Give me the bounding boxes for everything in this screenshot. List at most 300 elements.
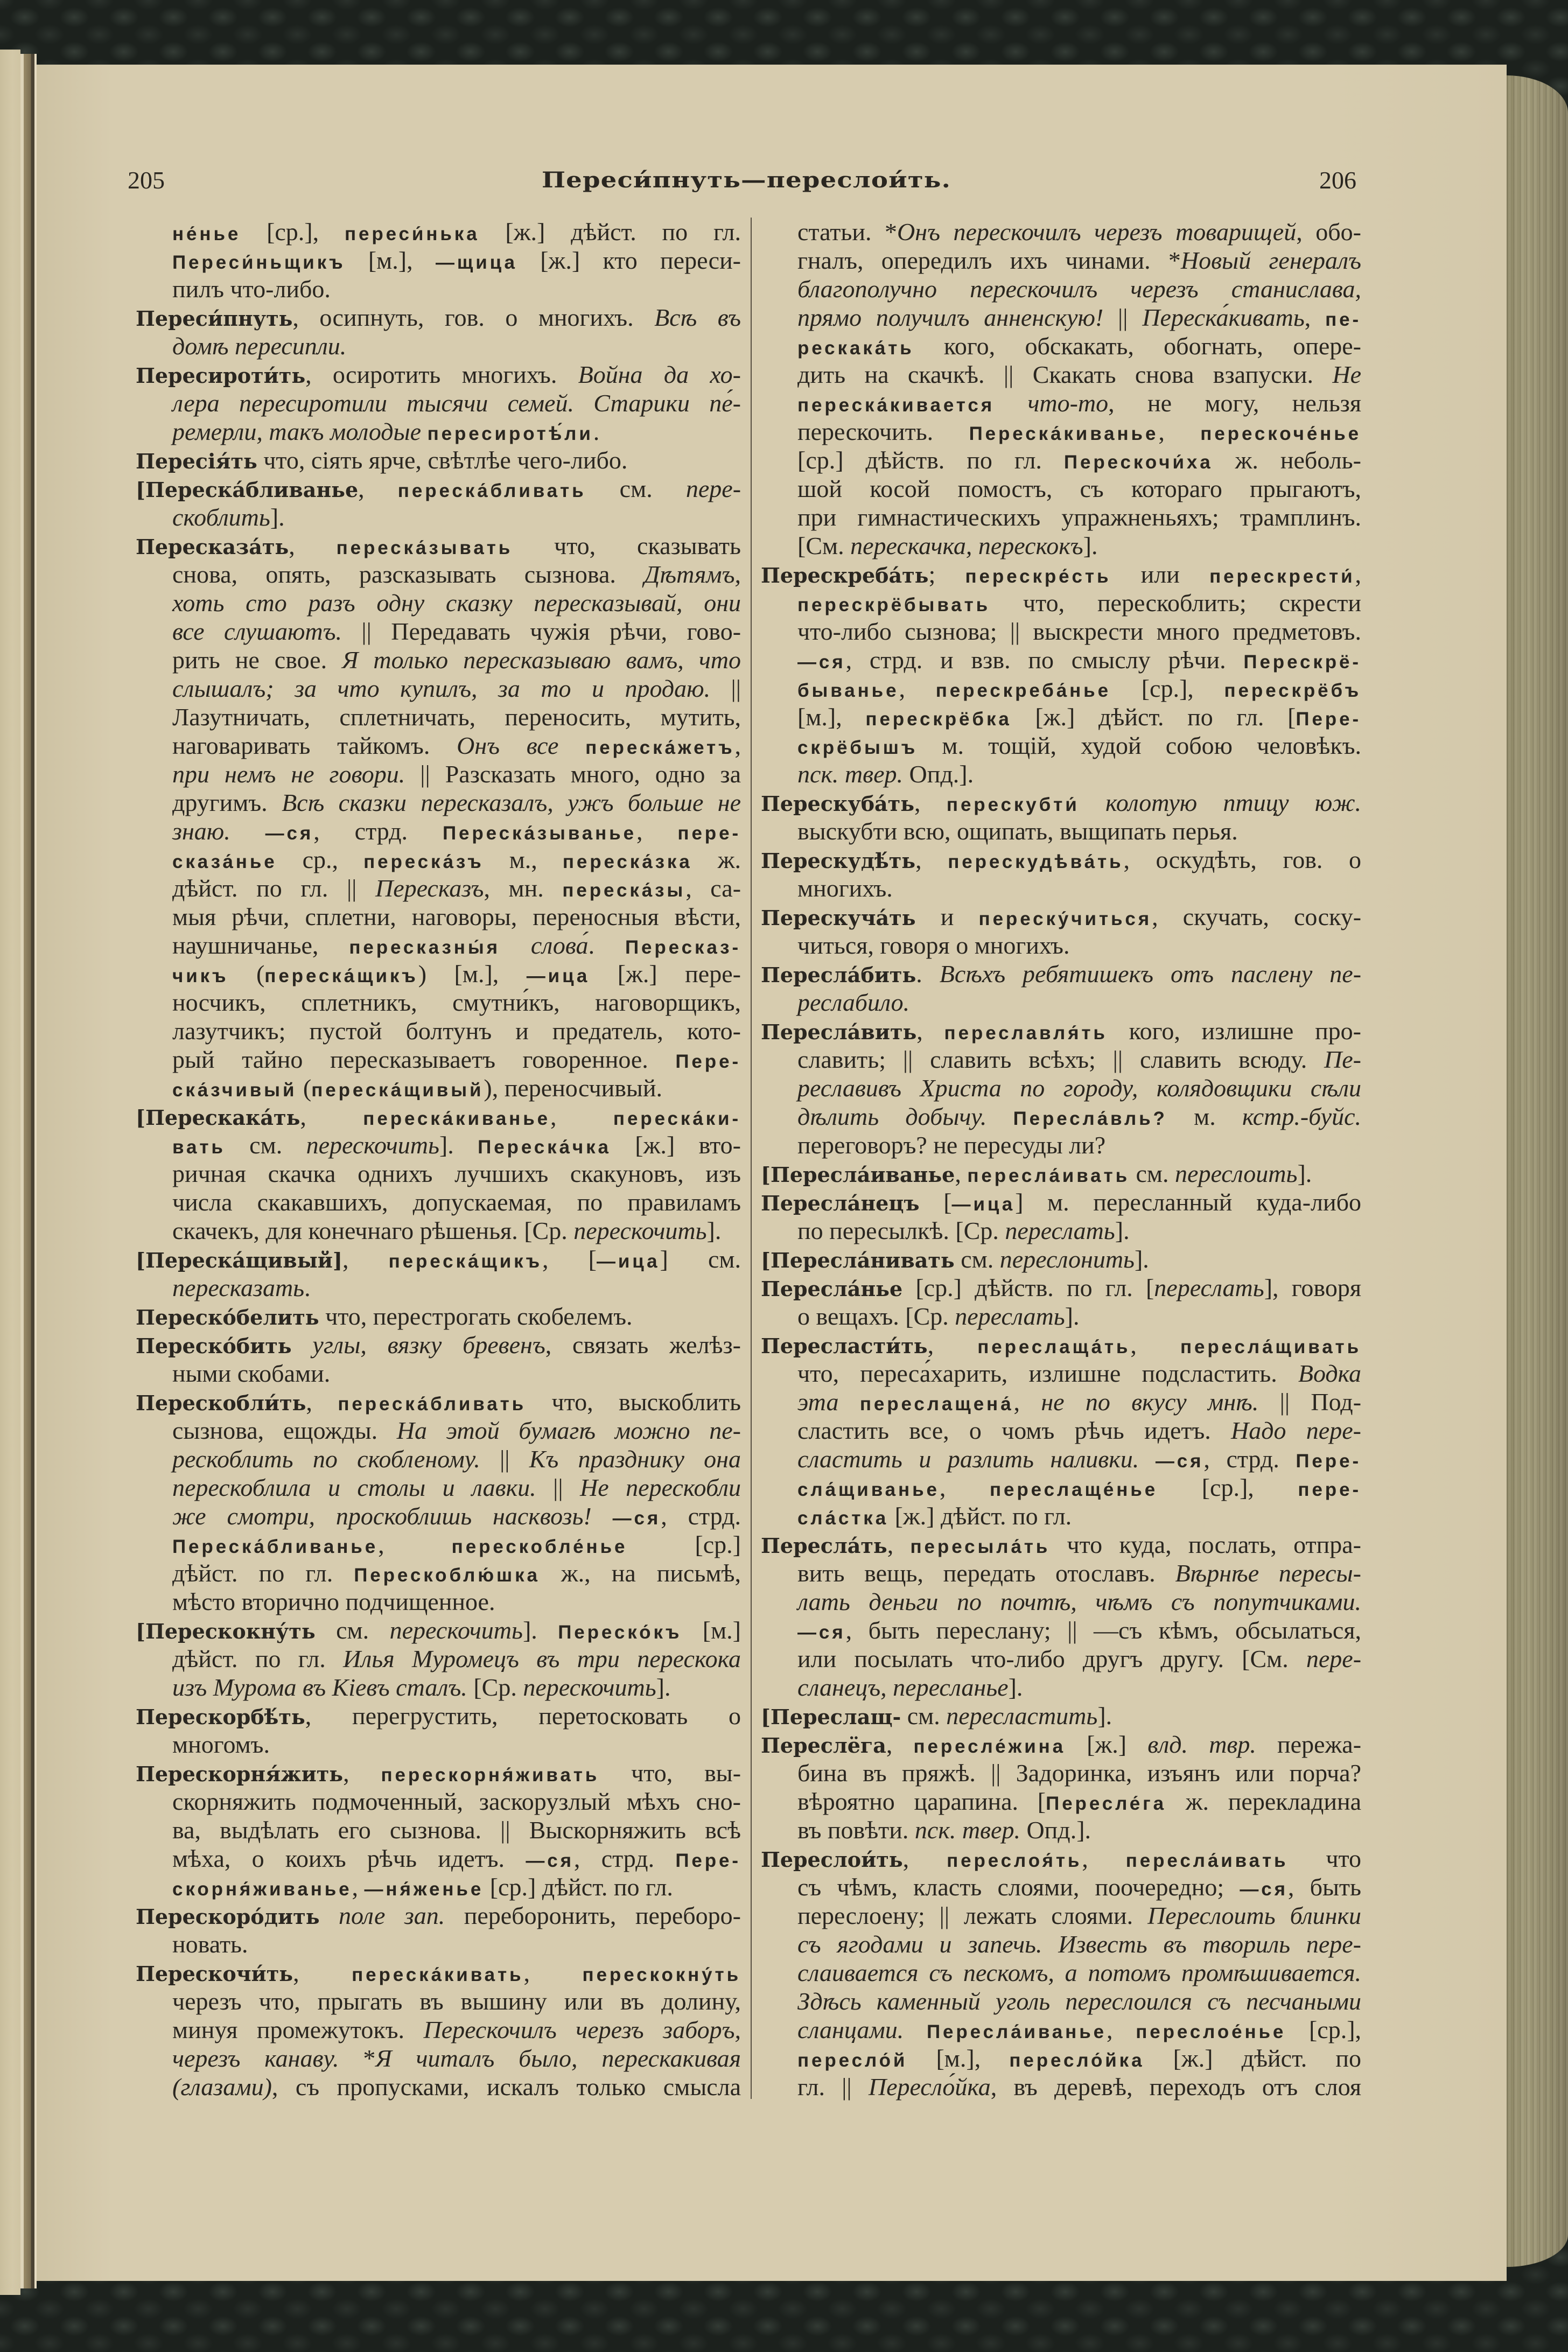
- definition-text: что, переса́харить, излишне подсластить.: [797, 1360, 1298, 1387]
- derived-form: переска́жетъ: [585, 737, 735, 758]
- definition-text: ,: [914, 789, 947, 816]
- example-text: На этой бумагѣ можно пе-: [396, 1417, 741, 1444]
- example-text: перескочить: [523, 1674, 656, 1701]
- text-line: [797, 2015, 1361, 2044]
- headword: [Пересла́иванье: [761, 1163, 955, 1187]
- definition-text: ,: [1082, 1845, 1126, 1872]
- definition-text: , осипнуть, гов. о многихъ.: [292, 304, 655, 331]
- dictionary-entry: [761, 1273, 1361, 1331]
- headword: Перескочи́ть: [136, 1962, 293, 1986]
- definition-text: [м.],: [345, 247, 436, 274]
- text-line: [761, 1245, 1361, 1273]
- definition-text: съ чѣмъ, класть слоями, поочередно;: [797, 1873, 1240, 1901]
- definition-text: переслоену; || лежать слоями.: [797, 1902, 1148, 1929]
- definition-text: другимъ.: [172, 789, 282, 816]
- derived-form: Переска́бливанье: [172, 1536, 379, 1557]
- text-line: [761, 1273, 1361, 1302]
- derived-form: перескобле́нье: [451, 1536, 628, 1557]
- definition-text: мѣсто вторично подчищенное.: [172, 1588, 495, 1615]
- text-line: [797, 1987, 1361, 2015]
- example-text: Всѣхъ ребятишекъ отъ паслену пе-: [939, 960, 1362, 988]
- text-line: [172, 731, 741, 760]
- column-left: [136, 218, 741, 2101]
- definition-text: рить не свое.: [172, 646, 342, 674]
- text-line: [797, 1102, 1361, 1131]
- text-line: [172, 246, 741, 275]
- text-line: [172, 1787, 741, 1816]
- text-line: [136, 531, 741, 560]
- derived-form: переслащена́: [859, 1394, 1014, 1415]
- text-line: [797, 2073, 1361, 2101]
- headword: Пересія́ть: [136, 449, 257, 473]
- text-line: [797, 1587, 1361, 1616]
- example-text: перескочить: [306, 1131, 439, 1159]
- text-line: [797, 275, 1361, 303]
- definition-text: , [: [542, 1245, 597, 1273]
- text-line: [172, 646, 741, 674]
- example-text: реславивъ Христа по городу, колядовщики сѣли: [797, 1074, 1361, 1102]
- example-text: Не перескобли: [580, 1474, 741, 1501]
- text-line: [136, 1616, 741, 1644]
- derived-form: перескорня́живать: [381, 1765, 600, 1786]
- headword: Перескоро́дить: [136, 1905, 320, 1929]
- definition-text: перескочить.: [797, 418, 969, 445]
- text-line: [797, 246, 1361, 275]
- derived-form: переска́киванье: [363, 1108, 551, 1129]
- example-text: пере-: [1306, 1645, 1362, 1672]
- definition-text: м. тощій, худой собою человѣкъ.: [918, 732, 1362, 759]
- example-text: Вѣрнѣе пересы-: [1175, 1559, 1362, 1587]
- definition-text: наговаривать тайкомъ.: [172, 732, 457, 759]
- example-text: Всѣ въ: [654, 304, 741, 331]
- book-binding-gutter: [20, 54, 37, 2288]
- headword: Перескудѣ́ть: [761, 849, 916, 873]
- headword: [Пересла́нивать: [761, 1248, 955, 1272]
- dictionary-entry: [761, 1702, 1361, 1730]
- derived-form: чикъ: [172, 965, 229, 986]
- definition-text: ||: [1103, 304, 1143, 331]
- definition-text: рый тайно пересказываетъ говоренное.: [172, 1046, 676, 1073]
- definition-text: или посылать что-либо другъ другу. [См.: [797, 1645, 1306, 1672]
- derived-form: сла́стка: [797, 1508, 889, 1529]
- derived-form: рескака́ть: [797, 338, 914, 359]
- example-text: Пе-: [1324, 1046, 1362, 1073]
- derived-form: пересло́й: [797, 2050, 908, 2071]
- definition-text: и: [915, 903, 979, 930]
- example-text: Пересказъ: [375, 874, 484, 902]
- example-text: не по вкусу мнѣ.: [1041, 1388, 1259, 1416]
- text-line: [797, 1787, 1361, 1816]
- derived-form: ска́зчивый: [172, 1080, 297, 1101]
- definition-text: [м.],: [797, 703, 866, 731]
- derived-form: —ня́женье: [364, 1879, 484, 1900]
- text-line: [797, 1559, 1361, 1587]
- definition-text: дѣйст. по гл.: [172, 1645, 344, 1672]
- derived-form: переслаща́ть: [977, 1336, 1131, 1357]
- example-text: поле зап.: [338, 1902, 445, 1929]
- definition-text: , не могу, нельзя: [1108, 389, 1361, 417]
- headword: Пересласти́ть: [761, 1334, 928, 1358]
- text-line: [761, 1530, 1361, 1559]
- headword: Переслои́ть: [761, 1847, 903, 1872]
- example-text: Онъ перескочилъ черезъ товарищей: [897, 218, 1297, 246]
- definition-text: о вещахъ. [Ср.: [797, 1303, 955, 1330]
- example-text: слаивается съ пескомъ, а потомъ промѣшивается.: [797, 1959, 1361, 1986]
- definition-text: ].: [1134, 1245, 1149, 1273]
- definition-text: ,: [352, 1873, 365, 1901]
- definition-text: ,: [358, 475, 398, 502]
- headword: [Перескокну́ть: [136, 1619, 316, 1643]
- definition-text: [ж.] вто-: [611, 1131, 741, 1159]
- example-text: дѣлить добычу.: [797, 1103, 987, 1130]
- dictionary-entry: [136, 1759, 741, 1901]
- headword: [Переска́бливанье: [136, 478, 359, 502]
- example-text: перескочить: [389, 1616, 523, 1644]
- text-line: [172, 617, 741, 646]
- definition-text: черезъ что, прыгать въ вышину или въ долину,: [172, 1987, 741, 2015]
- text-line: [761, 1017, 1361, 1045]
- headword: Перескобли́ть: [136, 1391, 306, 1415]
- definition-text: Лазутничать, сплетничать, переносить, мутить,: [172, 703, 741, 731]
- example-text: сланцами.: [797, 2016, 904, 2043]
- derived-form: Пере-: [675, 1850, 741, 1871]
- definition-text: минуя промежутокъ.: [172, 2016, 424, 2043]
- example-text: черезъ канаву.: [172, 2045, 339, 2072]
- definition-text: см.: [586, 475, 686, 502]
- definition-text: [ср.],: [1286, 2016, 1362, 2043]
- definition-text: [ж.]: [1066, 1731, 1148, 1758]
- example-text: Переслоить блинки: [1147, 1902, 1361, 1929]
- definition-text: || Передавать чужія рѣчи, гово-: [342, 618, 741, 645]
- text-line: [172, 1131, 741, 1159]
- text-line: [172, 1644, 741, 1673]
- example-text: Илья Муромецъ въ три перескока: [343, 1645, 741, 1672]
- definition-text: что, сіять ярче, свѣтлѣе чего-либо.: [257, 446, 628, 474]
- definition-text: ,: [300, 1103, 363, 1130]
- derived-form: Пересле́га: [1046, 1793, 1166, 1814]
- definition-text: ;: [928, 561, 965, 588]
- definition-text: гналъ, опередилъ ихъ чинами. *: [797, 247, 1181, 274]
- dictionary-entry: [136, 1616, 741, 1702]
- definition-text: , въ деревѣ, переходъ отъ слоя: [990, 2073, 1362, 2101]
- running-title: Переси́пнуть—переслои́ть.: [542, 167, 951, 193]
- definition-text: кого, обскакать, обогнать, опере-: [914, 332, 1361, 360]
- derived-form: перескудѣва́ть: [948, 851, 1124, 872]
- page-edge-stack: [1507, 75, 1568, 2267]
- example-text: лать деньги по почтѣ, чѣмъ съ попутчиками.: [797, 1588, 1362, 1615]
- example-text: пересластить: [946, 1702, 1098, 1730]
- text-line: [136, 1245, 741, 1273]
- text-line: [136, 303, 741, 332]
- facing-page-edge: [0, 50, 20, 2295]
- definition-text: ].: [656, 1674, 671, 1701]
- definition-text: ,: [927, 1331, 978, 1359]
- text-line: [761, 560, 1361, 589]
- dictionary-entry: [761, 1017, 1361, 1159]
- derived-form: Перескрё-: [1243, 652, 1361, 673]
- derived-form: —ся: [526, 1850, 574, 1871]
- text-line: [797, 389, 1361, 417]
- example-text: влд. твр.: [1147, 1731, 1256, 1758]
- derived-form: —ся: [1240, 1879, 1288, 1900]
- text-line: [136, 446, 741, 474]
- example-text: же смотри, проскоблишь насквозь!: [172, 1502, 592, 1530]
- definition-text: въ повѣти.: [797, 1816, 915, 1844]
- definition-text: м.: [1167, 1103, 1242, 1130]
- definition-text: числа скакавшихъ, допускаемая, по правиламъ: [172, 1188, 741, 1216]
- column-right: [761, 218, 1361, 2101]
- dictionary-entry: [761, 1730, 1361, 1844]
- definition-text: сластить все, о чомъ рѣчь идетъ.: [797, 1417, 1231, 1444]
- example-text: кстр.-буйс.: [1242, 1103, 1362, 1130]
- derived-form: переслое́нье: [1136, 2021, 1286, 2042]
- definition-text: , быть: [1287, 1873, 1361, 1901]
- derived-form: переска́щикъ: [264, 965, 418, 986]
- definition-text: сызнова, ещожды.: [172, 1417, 397, 1444]
- definition-text: ,: [939, 1474, 990, 1501]
- definition-text: [ж.] пере-: [590, 960, 741, 988]
- definition-text: ,: [887, 1531, 911, 1558]
- dictionary-entry: [761, 1245, 1361, 1273]
- derived-form: пересла́щивать: [1180, 1336, 1362, 1357]
- text-line: [797, 1901, 1361, 1930]
- definition-text: , быть переслану; || —съ кѣмъ, обсылаться,: [845, 1616, 1362, 1644]
- definition-text: ,: [1355, 561, 1361, 588]
- text-line: [797, 589, 1361, 617]
- text-line: [172, 788, 741, 817]
- text-line: [797, 1074, 1361, 1102]
- definition-text: [904, 2016, 927, 2043]
- derived-form: сла́щиванье: [797, 1479, 940, 1500]
- definition-text: см.: [901, 1702, 947, 1730]
- definition-text: см.: [315, 1616, 390, 1644]
- definition-text: [ср.] дѣйст. по гл.: [484, 1873, 673, 1901]
- definition-text: ,: [1130, 1331, 1180, 1359]
- derived-form: переска́зъ: [363, 851, 484, 872]
- derived-form: скорня́живанье: [172, 1879, 352, 1900]
- text-line: [797, 1616, 1361, 1644]
- derived-form: пересиротѣ́ли: [427, 423, 593, 444]
- definition-text: ].: [1008, 1674, 1023, 1701]
- dictionary-entry: [136, 1388, 741, 1616]
- definition-text: , стрд. и взв. по смыслу рѣчи.: [845, 646, 1244, 674]
- headword: Пересла́нецъ: [761, 1191, 920, 1215]
- derived-form: —щица: [435, 252, 517, 273]
- definition-text: ].: [1083, 532, 1098, 559]
- example-text: Здѣсь каменный уголь переслоился съ песчаными: [797, 1987, 1361, 2015]
- example-text: благополучно перескочилъ черезъ станислава,: [797, 275, 1361, 303]
- derived-form: Перескоблю́шка: [354, 1565, 540, 1586]
- text-line: [172, 2015, 741, 2044]
- text-line: [797, 1644, 1361, 1673]
- definition-text: наушничанье,: [172, 932, 349, 959]
- derived-form: перескокну́ть: [582, 1964, 741, 1985]
- text-line: [172, 1216, 741, 1245]
- definition-text: || Под-: [1258, 1388, 1362, 1416]
- text-line: [761, 1159, 1361, 1188]
- definition-text: дѣйст. по гл. ||: [172, 874, 375, 902]
- text-line: [136, 1901, 741, 1930]
- derived-form: Пересказ-: [625, 937, 741, 958]
- example-text: сластить и разлить наливки.: [797, 1445, 1139, 1473]
- derived-form: Пересла́иванье: [926, 2021, 1107, 2042]
- dictionary-entry-continued: [136, 218, 741, 303]
- definition-text: ||: [480, 1445, 529, 1473]
- text-line: [172, 1816, 741, 1844]
- text-line: [136, 1331, 741, 1359]
- definition-text: [м.]: [682, 1616, 741, 1644]
- definition-text: [1139, 1445, 1156, 1473]
- definition-text: [ж.] дѣйст. по: [1144, 2045, 1361, 2072]
- derived-form: перескреба́нье: [935, 680, 1111, 701]
- definition-text: [ср.],: [1110, 675, 1224, 702]
- definition-text: гл. ||: [797, 2073, 869, 2101]
- definition-text: [ср.] дѣйств. по гл. [: [902, 1274, 1154, 1301]
- example-text: изъ Мурома въ Кіевъ сталъ.: [172, 1674, 467, 1701]
- text-line: [172, 1159, 741, 1188]
- text-line: [172, 960, 741, 988]
- definition-text: или: [1111, 561, 1210, 588]
- line-text: [172, 2073, 741, 2107]
- definition-text: вѣроятно царапина. [: [797, 1788, 1046, 1815]
- definition-text: , стрд.: [1203, 1445, 1296, 1473]
- derived-form: переска́зы: [562, 880, 686, 901]
- headword: Переси́пнуть: [136, 306, 293, 331]
- definition-text: [320, 1902, 339, 1929]
- dictionary-entry: [136, 1302, 741, 1331]
- definition-text: статьи. *: [797, 218, 898, 246]
- example-text: лера пересиротили тысячи семей. Старики пе́-: [172, 389, 741, 417]
- text-line: [172, 845, 741, 874]
- text-line: [172, 760, 741, 788]
- definition-text: (: [228, 960, 265, 988]
- text-line: [761, 1730, 1361, 1759]
- derived-form: перескрести́: [1209, 566, 1355, 587]
- definition-text: [ср.] дѣйств. по гл.: [797, 446, 1064, 474]
- example-text: Всѣ сказки пересказалъ, ужъ больше не: [282, 789, 741, 816]
- definition-text: носчикъ, сплетникъ, смутни́къ, наговорщикъ,: [172, 989, 741, 1016]
- text-line: [172, 560, 741, 589]
- text-line: [761, 1188, 1361, 1216]
- dictionary-entry: [761, 560, 1361, 788]
- derived-form: —ица: [596, 1251, 660, 1272]
- definition-text: ва, выдѣлать его сызнова. || Выскорняжить всѣ: [172, 1816, 741, 1844]
- headword: Переско́белить: [136, 1305, 319, 1329]
- text-line: [797, 218, 1361, 246]
- example-text: при немъ не говори.: [172, 760, 405, 788]
- text-line: [797, 1873, 1361, 1901]
- text-line: [761, 902, 1361, 931]
- derived-form: —ица: [526, 965, 590, 986]
- example-text: Водка: [1298, 1360, 1362, 1387]
- derived-form: переска́бливать: [338, 1394, 527, 1415]
- example-text: переслать: [1154, 1274, 1264, 1301]
- text-line: [172, 1188, 741, 1216]
- text-line: [172, 2073, 741, 2101]
- text-line: [797, 332, 1361, 360]
- text-line: [172, 902, 741, 931]
- definition-text: *: [339, 2045, 376, 2072]
- headword: Пересла́ть: [761, 1534, 887, 1558]
- example-text: Надо пере-: [1231, 1417, 1361, 1444]
- text-line: [761, 1702, 1361, 1730]
- derived-form: —ся: [797, 1622, 846, 1643]
- definition-text: читься, говоря о многихъ.: [797, 932, 1070, 959]
- definition-text: , мн.: [484, 874, 563, 902]
- headword: [Переслащ-: [761, 1705, 901, 1729]
- derived-form: переска́зка: [562, 851, 692, 872]
- text-line: [136, 360, 741, 389]
- example-text: ремерли, такъ молодые: [172, 418, 428, 445]
- definition-text: [См.: [797, 532, 851, 559]
- example-text: Пересло́йка: [868, 2073, 991, 2101]
- definition-text: [292, 1331, 313, 1359]
- definition-text: дѣйст. по гл.: [172, 1559, 354, 1587]
- definition-text: см.: [1130, 1160, 1175, 1187]
- derived-form: перескубти́: [946, 794, 1080, 815]
- text-line: [136, 1302, 741, 1331]
- derived-form: пере-: [1298, 1479, 1362, 1500]
- definition-text: ,: [293, 1959, 352, 1986]
- headword: Пересла́нье: [761, 1277, 903, 1301]
- text-line: [172, 1673, 741, 1702]
- headword: Перескреба́ть: [761, 563, 929, 587]
- definition-text: славить; || славить всѣхъ; || славить всюду.: [797, 1046, 1325, 1073]
- definition-text: ,: [1304, 304, 1326, 331]
- derived-form: переслаще́нье: [990, 1479, 1158, 1500]
- example-text: домѣ пересипли.: [172, 332, 347, 360]
- definition-text: , осиротить многихъ.: [305, 361, 578, 388]
- headword: Пересироти́ть: [136, 363, 306, 388]
- example-text: пере-: [685, 475, 741, 502]
- definition-text: пережа-: [1256, 1731, 1362, 1758]
- definition-text: ,: [902, 1845, 947, 1872]
- definition-text: переговоръ? не пересуды ли?: [797, 1131, 1106, 1159]
- text-line: [172, 1502, 741, 1530]
- text-line: [797, 503, 1361, 531]
- definition-text: снова, опять, разсказывать сызнова.: [172, 561, 645, 588]
- example-text: переслать: [955, 1303, 1065, 1330]
- text-line: [797, 446, 1361, 474]
- dictionary-entry: [761, 788, 1361, 845]
- definition-text: ,: [342, 1245, 389, 1273]
- column-divider: [751, 218, 752, 2099]
- example-text: переслать: [1005, 1217, 1115, 1244]
- text-line: [172, 674, 741, 703]
- derived-form: переска́кивается: [797, 395, 995, 416]
- derived-form: —ся: [265, 823, 314, 844]
- derived-form: переска́бливать: [397, 480, 586, 501]
- derived-form: перескоче́нье: [1200, 423, 1362, 444]
- definition-text: [ср.],: [1158, 1474, 1298, 1501]
- example-text: сланецъ, пересланье: [797, 1674, 1009, 1701]
- definition-text: ), переносчивый.: [484, 1074, 662, 1102]
- text-line: [172, 1445, 741, 1473]
- headword: Пересла́вить: [761, 1020, 917, 1044]
- text-line: [797, 303, 1361, 332]
- derived-form: —ица: [951, 1194, 1016, 1215]
- definition-text: [Ср.: [467, 1674, 523, 1701]
- text-line: [797, 1416, 1361, 1445]
- definition-text: см.: [954, 1245, 1000, 1273]
- text-line: [797, 617, 1361, 646]
- text-line: [172, 1074, 741, 1102]
- definition-text: ж. неболь-: [1213, 446, 1361, 474]
- definition-text: [ж.] дѣйст. по гл. [: [1011, 703, 1296, 731]
- definition-text: .: [588, 932, 625, 959]
- derived-form: переска́зывать: [336, 537, 513, 558]
- definition-text: ,: [1158, 418, 1201, 445]
